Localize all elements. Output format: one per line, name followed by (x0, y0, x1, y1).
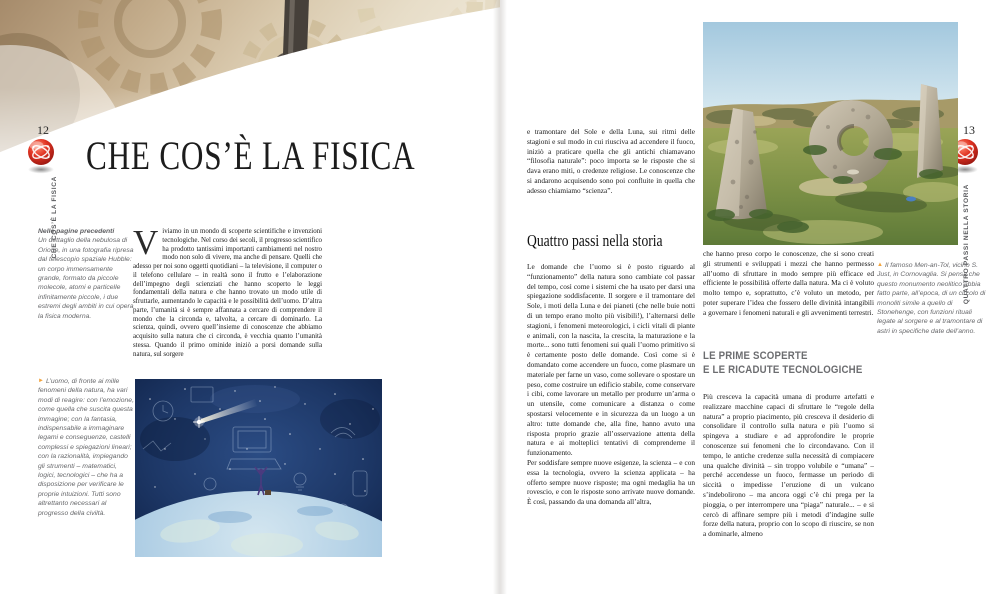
triangle-up-marker: ▲ (877, 262, 883, 268)
section-paragraph-2: Per soddisfare sempre nuove esigenze, la scienza – e con essa la tecnologia, ovvero la scienza applicata – ha offerto sempre nuove risposte; ma ogni medaglia ha un rovescio, e con le risposte sono arrivate nuove domande. È così, passando da una domanda all’altra, (527, 457, 695, 507)
section-heading: Quattro passi nella storia (527, 231, 663, 250)
subheading-line-2: E LE RICADUTE TECNOLOGICHE (703, 363, 863, 376)
caption-photo (877, 261, 991, 336)
men-an-tol-photo (703, 22, 958, 245)
night-sky-illustration (135, 379, 382, 557)
page-number-left: 12 (37, 123, 49, 137)
column-continued: e tramontare del Sole e della Luna, sui ritmi delle stagioni e sul modo in cui riusciva ad accendere il fuoco, iniziò a praticare quella che gli antichi chiamavano “filosofia naturale”: poco importa se le risposte che si dava erano miti, o credenze religiose. Le conoscenze che si andarono acquisendo sono poi confluite in quella che adesso chiamiamo “scienza”. (527, 127, 695, 195)
subheading-line-1: LE PRIME SCOPERTE (703, 350, 808, 362)
caption-text: Un dettaglio della nebulosa di Orione, in una fotografia ripresa dal telescopio spaziale Hubble: un corpo immensamente grande, formato da piccole molecole, atomi e particelle infinitamente piccole, i due estremi degli ambiti in cui opera la fisica moderna. (38, 237, 134, 320)
column-2-body: Più cresceva la capacità umana di produrre artefatti e realizzare macchine capaci di sfruttare le “regole della natura” a proprio piacimento, più cresceva il desiderio di consolidare il controllo sulla natura e più l’uomo si spingeva a studiare e ad approfondire le proprie conoscenze sui fenomeni che lo circondavano. Con il tempo, le antiche credenze sulla necessità di compiacere una qualche divinità – sin troppo volubile e “umana” – perché accendesse un fuoco, fermasse un periodo di siccità o impedisse l’eruzione di un vulcano s’indebolirono – ma ancora oggi c’è chi prega per la pioggia, o per interrompere una “piaga” naturale... – e si cercò di affinare sempre più i metodi d’indagine sulle forze della natura, proprio con lo scopo di riuscire, se non a dominarle, almeno (703, 392, 874, 539)
caption-text: L’uomo, di fronte ai mille fenomeni della natura, ha vari modi di reagire: con l’emozione, come quella che suscita questa immagine; con la fantasia, indispensabile a immaginare legami e conseguenze, castelli complessi e spiegazioni lineari; con la razionalità, impiegando gli strumenti – matematici, logici, tecnologici – che ha a disposizione per verificare le proprie intuizioni. Tutti sono altrettanto necessari al progresso della civiltà. (38, 378, 134, 517)
page-number-right: 13 (963, 123, 975, 137)
caption-previous-pages (38, 227, 135, 321)
drop-cap: V (133, 228, 159, 262)
subsection-heading (703, 350, 862, 377)
page-fold (493, 0, 507, 594)
section-paragraph-1: Le domande che l’uomo si è posto riguardo al “funzionamento” della natura sono cambiate col passar del tempo, così come i sistemi che ha usato per darsi una spiegazione soddisfacente. Il sorgere e il tramontare del Sole, i moti della Luna e dei pianeti (che nelle buie notti di un tempo erano molto più visibili!), l’alternarsi delle stagioni, i fenomeni meteorologici, i cicli vitali di piante e animali, con la nascita, la crescita, la maturazione e la morte... sono tutti fenomeni sui quali l’uomo primitivo si è certamente posto delle domande. Così come si è domandato come accendere un fuoco, come plasmare un materiale per farne un vaso, come sollevare o spostare un peso, come costruire un edificio stabile, come conservare i cibi, come lavorare un metallo per produrre un’arma o un utensile, come comunicare a distanza o come spostarsi velocemente e in sicurezza da un luogo a un altro: tutte domande che, alla fine, hanno avuto una risposta proprio grazie all’osservazione attenta della natura e ai molteplici tentativi di comprenderne il funzionamento. (527, 262, 695, 458)
intro-paragraph (133, 228, 322, 379)
arrow-right-marker: ► (38, 378, 44, 384)
spine-label-left: CHE COS’È LA FISICA (51, 176, 58, 259)
caption-text: Il famoso Men-an-Tol, vicino S. Just, in Cornovaglia. Si pensa che questo monumento neolitico abbia fatto parte, all’epoca, di un circolo di monoliti simile a quello di Stonehenge, con funzioni rituali legate al sorgere e al tramontare di astri in specifiche date dell’anno. (877, 262, 986, 335)
spine-label-right: QUATTRO PASSI NELLA STORIA (963, 184, 970, 305)
caption-illustration (38, 377, 135, 518)
section-body (527, 262, 695, 562)
intro-text: iviamo in un mondo di scoperte scientifiche e invenzioni tecnologiche. Nel corso dei secoli, il progresso scientifico ha prodotto tantissimi importanti cambiamenti nel nostro modo non solo di vivere, ma anche di pensare. Quelli che adesso per noi sono oggetti quotidiani – la televisione, il computer o il telefono cellulare – in realtà sono il frutto e l’elaborazione dell’impegno degli scienziati che hanno scoperto le leggi fondamentali della natura e che hanno trovato un modo utile di sfruttarle, aumentando le capacità e le possibilità dell’uomo. D’altra parte, l’umanità si è sempre affannata a cercare di comprendere il mondo che la circonda e, talvolta, a cercare di dominarlo. La scienza, quindi, ovvero quell’insieme di conoscenze che abbiamo acquisito sulla natura che ci circonda, è vecchia quanto l’umanità stessa. Quando il primo ominide iniziò a porsi domande sulla natura, sul sorgere (133, 228, 322, 358)
column-2-paragraph: che hanno preso corpo le conoscenze, che si sono creati gli strumenti e sviluppati i mezzi che hanno permesso all’uomo di sfruttare in modo sempre più efficace ed efficiente le possibilità offerte dalla natura. Ma ci è voluto molto tempo e, soprattutto, c’è voluto un metodo, per poter superare l’idea che fossero delle divinità intangibili a governare i fenomeni naturali e gli avvenimenti terrestri. (703, 249, 874, 317)
caption-label: Nelle pagine precedenti (38, 228, 115, 235)
atom-sphere-icon (24, 136, 58, 181)
chapter-title: CHE COS’È LA FISICA (86, 133, 416, 178)
